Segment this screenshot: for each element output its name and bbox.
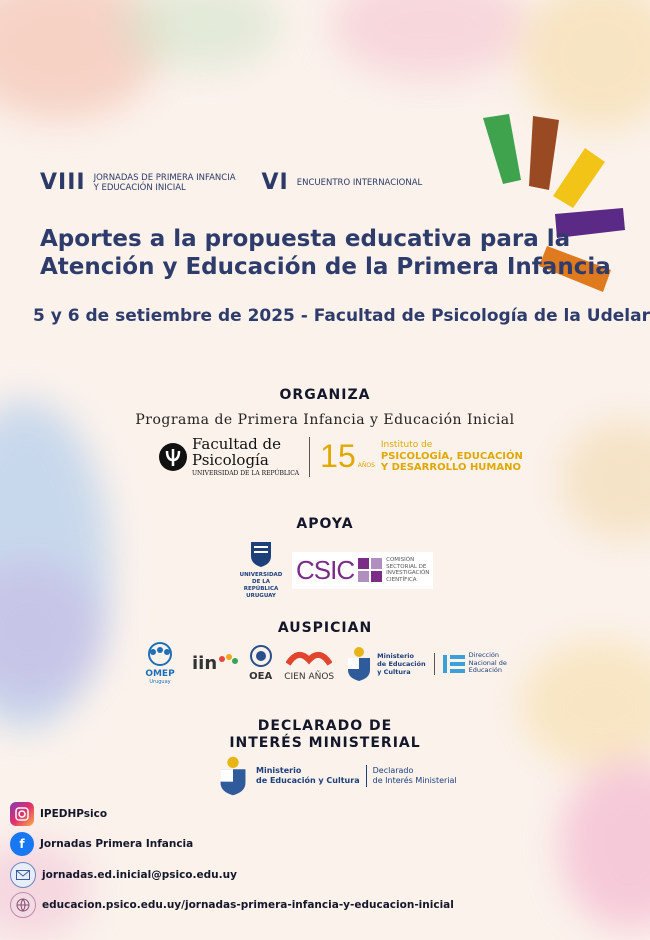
jornadas-label: JORNADAS DE PRIMERA INFANCIA Y EDUCACIÓN INICIAL xyxy=(93,172,236,193)
oea-seal-icon xyxy=(250,645,272,667)
encuentro-label: ENCUENTRO INTERNACIONAL xyxy=(296,177,423,188)
apoya-heading: APOYA xyxy=(296,516,354,532)
dates-venue: 5 y 6 de setiembre de 2025 - Facultad de Psicología de la Udelar xyxy=(33,306,650,326)
logo-divider xyxy=(434,653,435,675)
declarado-heading: DECLARADO DE INTERÉS MINISTERIAL xyxy=(229,718,421,751)
omep-logo: OMEP Uruguay xyxy=(140,642,180,685)
page-title: Aportes a la propuesta educativa para la Atención y Educación de la Primera Infancia xyxy=(40,226,611,280)
stroke-green xyxy=(483,114,521,184)
facebook-page[interactable]: Jornadas Primera Infancia xyxy=(40,838,194,850)
iin-logo: iin xyxy=(192,653,239,675)
logo-divider xyxy=(366,765,367,787)
auspician-heading: AUSPICIAN xyxy=(277,620,373,636)
mec-logo: Ministerio de Educación y Cultura xyxy=(344,646,425,682)
cien-anos-logo: CIEN AÑOS xyxy=(284,646,334,682)
csic-logo: CSIC COMISIÓN SECTORIAL DE INVESTIGACIÓN CIENTÍFICA xyxy=(292,552,433,589)
udelar-shield-icon xyxy=(249,540,273,568)
dne-logo: Dirección Nacional de Educación xyxy=(443,652,507,675)
declarado-logo: Ministerio de Educación y Cultura Declarado de Interés Ministerial xyxy=(216,754,457,798)
uruguay-coat-of-arms-icon xyxy=(344,646,374,682)
program-name: Programa de Primera Infancia y Educación Inicial xyxy=(135,412,515,428)
globe-icon xyxy=(10,892,36,918)
encuentro-number: VI xyxy=(261,170,289,195)
psi-icon xyxy=(158,442,188,472)
organiza-heading: ORGANIZA xyxy=(279,387,371,403)
web-contact[interactable] xyxy=(10,892,454,918)
organiza-logos xyxy=(158,436,523,477)
apoya-logos xyxy=(234,540,433,600)
logo-divider xyxy=(309,437,310,477)
watercolor-blob xyxy=(330,0,530,80)
email-address[interactable]: jornadas.ed.inicial@psico.edu.uy xyxy=(42,869,237,881)
udelar-logo: UNIVERSIDAD DE LA REPÚBLICA URUGUAY xyxy=(234,540,288,600)
instagram-icon xyxy=(10,802,34,826)
globe-people-icon xyxy=(143,642,177,666)
auspician-logos xyxy=(140,642,507,685)
oea-logo: OEA xyxy=(249,645,272,682)
website-url[interactable]: educacion.psico.edu.uy/jornadas-primera-infancia-y-educacion-inicial xyxy=(42,899,454,911)
facebook-contact[interactable] xyxy=(10,832,193,856)
mail-icon xyxy=(10,862,36,888)
jornadas-number: VIII xyxy=(40,170,86,195)
csic-squares-icon xyxy=(358,558,382,582)
facebook-icon: f xyxy=(10,832,34,856)
instagram-contact[interactable] xyxy=(10,802,107,826)
watercolor-blob xyxy=(560,760,650,930)
stroke-yellow xyxy=(553,148,605,208)
facultad-psicologia-logo: Facultad de Psicología UNIVERSIDAD DE LA REPÚBLICA xyxy=(158,436,299,477)
email-contact[interactable] xyxy=(10,862,237,888)
iin-figures-icon xyxy=(217,653,239,675)
uruguay-coat-of-arms-icon xyxy=(216,754,250,798)
dne-e-icon xyxy=(443,655,465,673)
instagram-handle[interactable]: IPEDHPsico xyxy=(40,808,108,820)
stroke-brown xyxy=(529,116,559,190)
event-editions xyxy=(40,170,422,195)
instituto-logo: 15 AÑOS Instituto de PSICOLOGÍA, EDUCACIÓN Y DESARROLLO HUMANO xyxy=(320,438,523,474)
waves-icon xyxy=(286,646,332,668)
